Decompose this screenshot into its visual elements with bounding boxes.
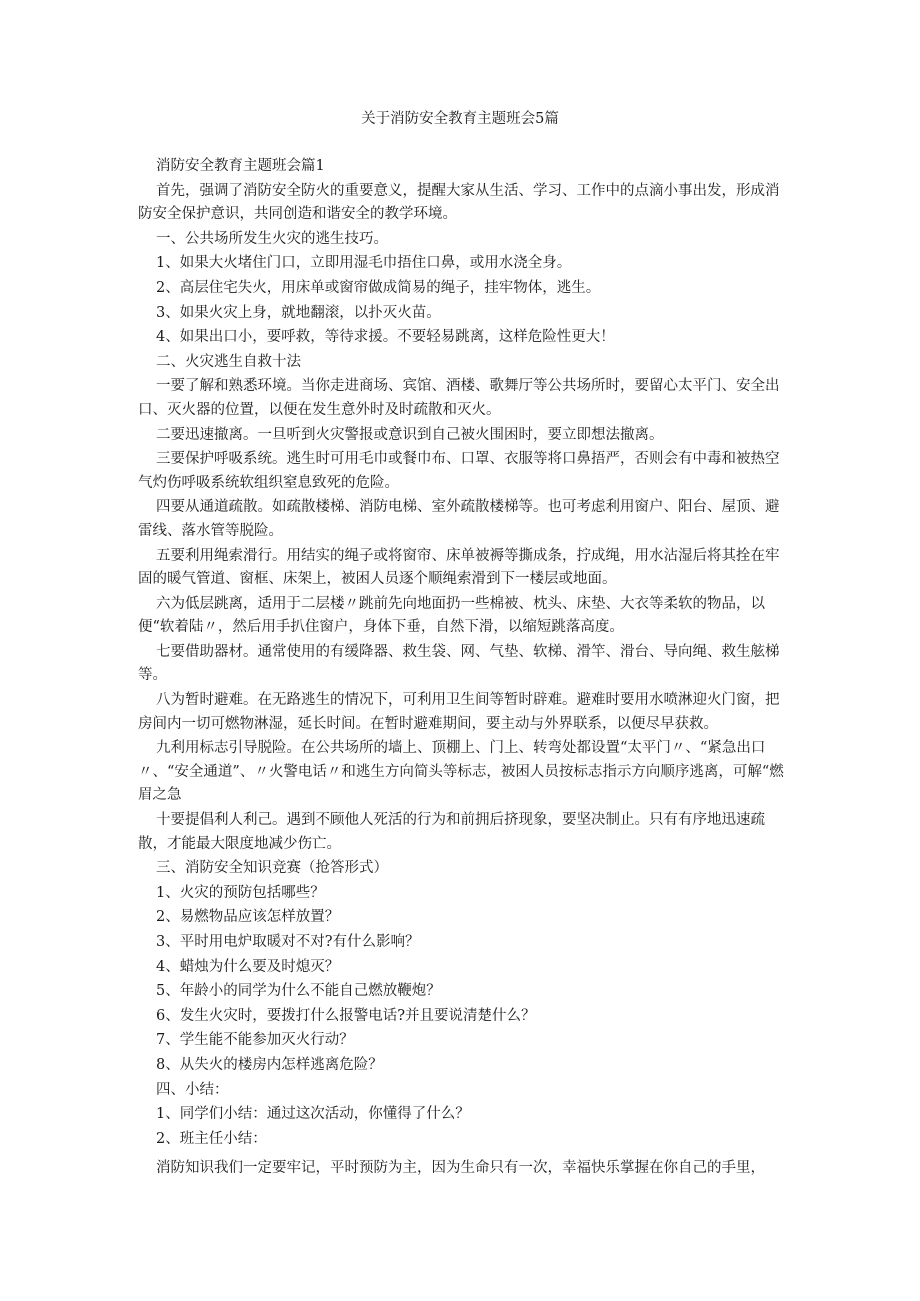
section-heading: 四、小结： bbox=[156, 1081, 229, 1098]
list-item: 2、班主任小结： bbox=[156, 1130, 267, 1147]
list-item: 8、从失火的楼房内怎样逃离危险？ bbox=[156, 1056, 383, 1073]
paragraph: 七要借助器材。通常使用的有缓降器、救生袋、网、气垫、软梯、滑竿、滑台、导向绳、救生舷梯等。 bbox=[138, 643, 780, 684]
paragraph: 六为低层跳离，适用于二层楼〃跳前先向地面扔一些棉被、枕头、床垫、大衣等柔软的物品，以便“软着陆〃，然后用手扒住窗户，身体下垂，自然下滑，以缩短跳落高度。 bbox=[138, 595, 765, 636]
list-item: 1、如果大火堵住门口，立即用湿毛巾捂住口鼻，或用水浇全身。 bbox=[156, 255, 572, 272]
list-item: 3、如果火灾上身，就地翻滚，以扑灭火苗。 bbox=[156, 304, 441, 321]
list-item: 2、易燃物品应该怎样放置？ bbox=[156, 909, 340, 926]
paragraph: 首先，强调了消防安全防火的重要意义，提醒大家从生活、学习、工作中的点滴小事出发，形成消防安全保护意识，共同创造和谐安全的教学环境。 bbox=[138, 182, 780, 223]
document-body bbox=[138, 155, 788, 1182]
list-item: 1、火灾的预防包括哪些？ bbox=[156, 884, 325, 901]
section-heading: 三、消防安全知识竞赛（抢答形式） bbox=[156, 860, 388, 877]
paragraph: 三要保护呼吸系统。逃生时可用毛巾或餐巾布、口罩、衣服等将口鼻捂严，否则会有中毒和被热空气灼伤呼吸系统软组织窒息致死的危险。 bbox=[138, 451, 780, 491]
paragraph: 九利用标志引导脱险。在公共场所的墙上、顶棚上、门上、转弯处都设置“太平门〃、“紧急出口〃、“安全通道”、〃火警电话〃和逃生方向简头等标志，被困人员按标志指示方向顺序逃离，可解“燃眉之急 bbox=[138, 740, 784, 804]
list-item: 7、学生能不能参加灭火行动？ bbox=[156, 1032, 354, 1049]
section-heading: 消防安全教育主题班会篇1 bbox=[156, 158, 325, 174]
list-item: 4、蜡烛为什么要及时熄灭？ bbox=[156, 958, 340, 975]
document-title: 关于消防安全教育主题班会5篇 bbox=[361, 111, 559, 127]
list-item: 5、年龄小的同学为什么不能自己燃放鞭炮？ bbox=[156, 983, 441, 1000]
paragraph: 十要提倡利人利己。遇到不顾他人死活的行为和前拥后挤现象，要坚决制止。只有有序地迅速疏散，才能最大限度地减少伤亡。 bbox=[138, 812, 765, 852]
paragraph: 一要了解和熟悉环境。当你走进商场、宾馆、酒楼、歌舞厅等公共场所时，要留心太平门、安全出口、灭火器的位置，以便在发生意外时及时疏散和灭火。 bbox=[138, 378, 780, 418]
list-item: 1、同学们小结：通过这次活动，你懂得了什么？ bbox=[156, 1106, 470, 1123]
list-item: 2、高层住宅失火，用床单或窗帘做成简易的绳子，挂牢物体，逃生。 bbox=[156, 279, 601, 296]
paragraph: 五要利用绳索滑行。用结实的绳子或将窗帘、床单被褥等撕成条，拧成绳，用水沾湿后将其拴在牢固的暖气管道、窗框、床架上，被困人员逐个顺绳索滑到下一楼层或地面。 bbox=[138, 547, 780, 588]
section-heading: 一、公共场所发生火灾的逃生技巧。 bbox=[156, 230, 388, 247]
section-heading: 二、火灾逃生自救十法 bbox=[156, 353, 301, 370]
paragraph: 八为暂时避难。在无路逃生的情况下，可利用卫生间等暂时辟难。避难时要用水喷淋迎火门窗，把房间内一切可燃物淋湿，延长时间。在暂时避难期间，要主动与外界联系，以便尽早获救。 bbox=[138, 692, 780, 732]
list-item: 4、如果出口小，要呼救，等待求援。不要轻易跳离，这样危险性更大！ bbox=[156, 329, 615, 346]
paragraph: 二要迅速撤离。一旦听到火灾警报或意识到自己被火围困时，要立即想法撤离。 bbox=[156, 426, 664, 443]
paragraph: 四要从通道疏散。如疏散楼梯、消防电梯、室外疏散楼梯等。也可考虑利用窗户、阳台、屋顶、避雷线、落水管等脱险。 bbox=[138, 499, 780, 539]
list-item: 6、发生火灾时，要拨打什么报警电话?并且要说清楚什么？ bbox=[156, 1007, 536, 1024]
list-item: 3、平时用电炉取暖对不对?有什么影响？ bbox=[156, 934, 420, 950]
paragraph: 消防知识我们一定要牢记，平时预防为主，因为生命只有一次，幸福快乐掌握在你自己的手里， bbox=[156, 1160, 765, 1177]
